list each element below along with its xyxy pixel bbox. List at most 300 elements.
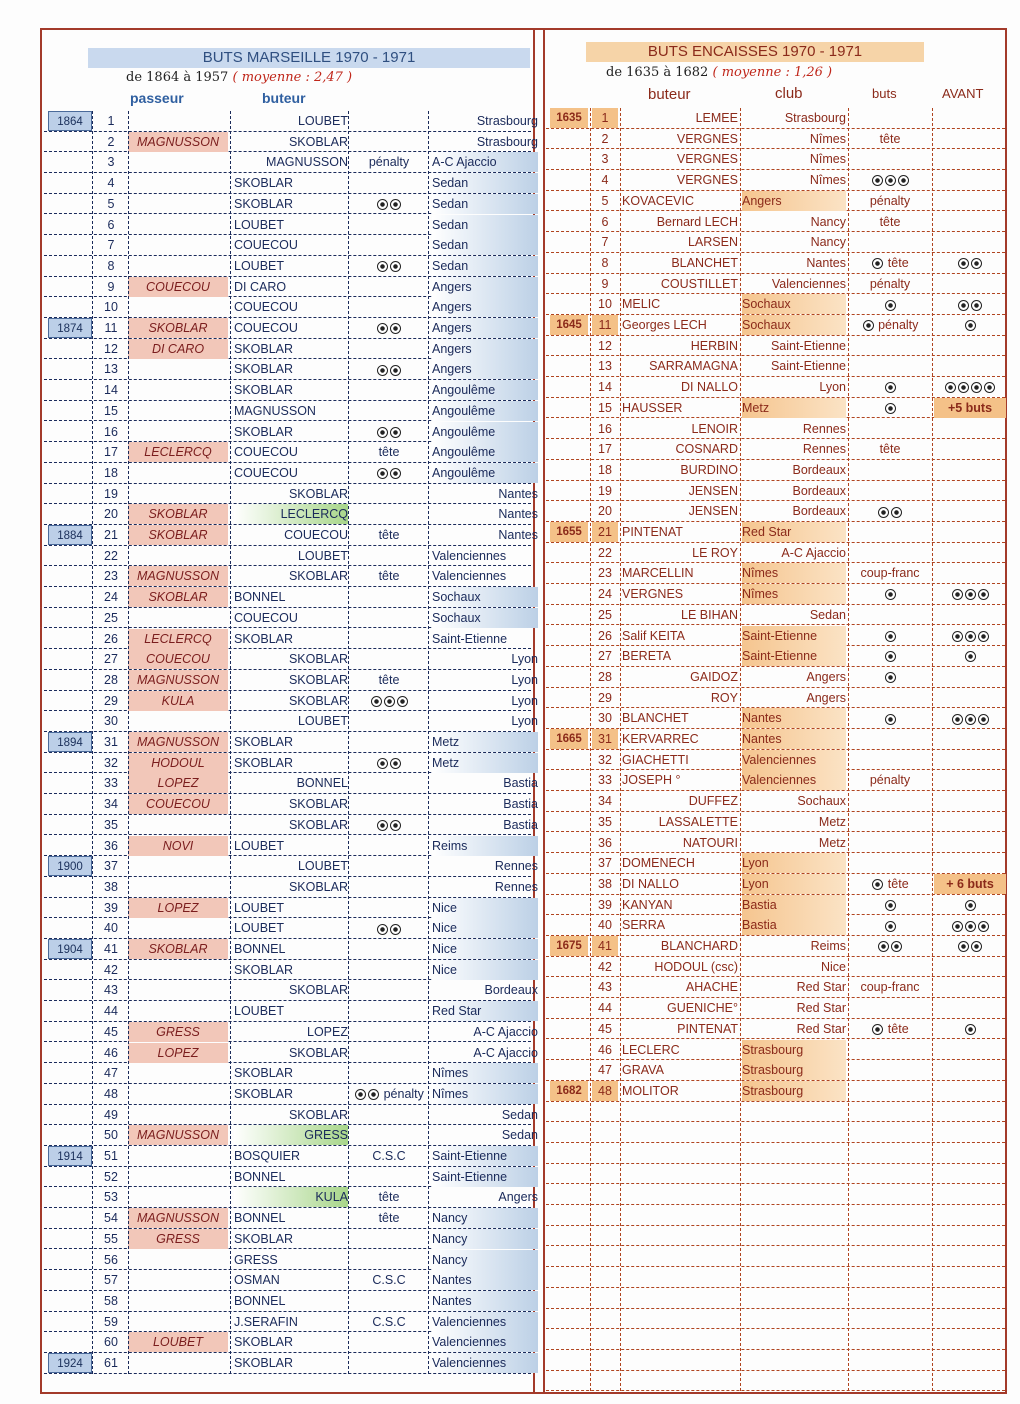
goal-type: tête bbox=[884, 876, 909, 891]
scorer-name: SKOBLAR bbox=[234, 1335, 294, 1350]
table-row bbox=[44, 711, 538, 732]
goal-note bbox=[850, 439, 930, 459]
table-row bbox=[44, 173, 531, 194]
scorer-club: Saint-Etienne bbox=[770, 338, 846, 353]
year-marker bbox=[48, 711, 92, 731]
opponent-club: Sochaux bbox=[432, 608, 538, 628]
scorer-club: Valenciennes bbox=[771, 276, 846, 291]
table-row bbox=[44, 1353, 531, 1374]
goal-number: 57 bbox=[104, 1273, 118, 1288]
avant-goals bbox=[934, 108, 1006, 128]
scorer-name: SKOBLAR bbox=[234, 341, 294, 356]
goal-number: 36 bbox=[598, 835, 612, 850]
year-marker bbox=[48, 297, 92, 317]
scorer-club bbox=[742, 1102, 846, 1122]
ball-group bbox=[376, 756, 402, 770]
table-row bbox=[546, 522, 1005, 543]
goal-number: 11 bbox=[592, 315, 618, 335]
scorer-club: Metz bbox=[818, 835, 846, 850]
goal-number: 23 bbox=[598, 566, 612, 581]
table-row bbox=[546, 957, 1005, 978]
opponent-club: Rennes bbox=[494, 879, 538, 894]
avant-text: + 6 buts bbox=[946, 876, 994, 891]
goal-number: 8 bbox=[601, 255, 609, 270]
scorer-club bbox=[742, 1226, 846, 1246]
goal-note bbox=[352, 1001, 426, 1021]
passer-name: MAGNUSSON bbox=[128, 732, 228, 752]
scorer-club: Valenciennes bbox=[742, 770, 846, 790]
scorer-club: Valenciennes bbox=[742, 750, 846, 770]
goal-note bbox=[850, 584, 930, 604]
football-icon bbox=[885, 714, 896, 725]
scorer-name: SKOBLAR bbox=[234, 755, 294, 770]
table-row bbox=[546, 1350, 1005, 1371]
goal-number: 1 bbox=[592, 108, 618, 128]
opponent-club: A-C Ajaccio bbox=[432, 152, 538, 172]
goal-number: 3 bbox=[601, 152, 609, 167]
table-row bbox=[546, 253, 1005, 274]
opponent-club: Nantes bbox=[498, 486, 538, 501]
passer-name bbox=[128, 194, 228, 214]
goal-number: 32 bbox=[598, 752, 612, 767]
goal-note bbox=[850, 1288, 930, 1308]
ball-group bbox=[884, 380, 897, 394]
scorer-name: BOSQUIER bbox=[234, 1149, 300, 1163]
goal-note bbox=[352, 1208, 426, 1228]
goal-note bbox=[352, 836, 426, 856]
year-marker bbox=[550, 274, 588, 294]
scorer-club: Nancy bbox=[810, 214, 846, 229]
goal-note bbox=[352, 318, 426, 338]
goal-note bbox=[352, 1353, 426, 1373]
table-row bbox=[44, 1001, 531, 1022]
goal-note bbox=[850, 791, 930, 811]
scorer-club: Angers bbox=[742, 191, 846, 211]
goal-note bbox=[850, 626, 930, 646]
ball-group bbox=[884, 918, 897, 932]
right-range bbox=[606, 65, 832, 80]
football-icon bbox=[958, 382, 969, 393]
goal-type: pénalty bbox=[869, 276, 911, 291]
passer-name: DI CARO bbox=[128, 339, 228, 359]
goal-note bbox=[352, 1167, 426, 1187]
opponent-club: Nice bbox=[432, 939, 538, 959]
table-row bbox=[546, 501, 1005, 522]
scorer-name: SKOBLAR bbox=[288, 486, 348, 501]
table-row bbox=[44, 235, 531, 256]
scorer-club: Nîmes bbox=[809, 131, 846, 146]
scorer-name: PINTENAT bbox=[677, 1021, 738, 1036]
goal-note bbox=[850, 1060, 930, 1080]
goal-note bbox=[850, 874, 930, 894]
table-row bbox=[44, 318, 531, 339]
avant-goals bbox=[934, 853, 1006, 873]
year-marker bbox=[550, 543, 588, 563]
scorer-name bbox=[622, 1288, 738, 1308]
table-row bbox=[546, 688, 1005, 709]
table-row bbox=[546, 977, 1005, 998]
opponent-club: Nantes bbox=[432, 1270, 538, 1290]
scorer-name: SKOBLAR bbox=[234, 176, 294, 191]
year-marker bbox=[48, 1105, 92, 1125]
scorer-club: Nantes bbox=[742, 729, 846, 749]
year-marker bbox=[48, 1229, 92, 1249]
goal-number: 22 bbox=[104, 548, 118, 563]
year-marker bbox=[48, 1167, 92, 1187]
passer-name: LOPEZ bbox=[128, 1043, 228, 1063]
year-marker bbox=[550, 460, 588, 480]
goal-note bbox=[352, 794, 426, 814]
table-row bbox=[44, 1105, 538, 1126]
ball-group bbox=[871, 173, 910, 187]
football-icon bbox=[885, 382, 896, 393]
football-icon bbox=[952, 589, 963, 600]
goal-note bbox=[352, 1146, 426, 1166]
year-marker bbox=[48, 380, 92, 400]
goal-number: 34 bbox=[104, 797, 118, 812]
football-icon bbox=[965, 320, 976, 331]
left-range-text: de 1864 à 1957 bbox=[126, 70, 229, 85]
scorer-club: Rennes bbox=[802, 442, 846, 457]
year-marker bbox=[550, 770, 588, 790]
scorer-club: Nîmes bbox=[742, 584, 846, 604]
table-row bbox=[44, 297, 531, 318]
goal-note bbox=[850, 1102, 930, 1122]
goal-number: 21 bbox=[104, 528, 118, 542]
scorer-name: COUECOU bbox=[284, 528, 348, 542]
year-marker: 1874 bbox=[48, 318, 92, 338]
scorer-name: KANYAN bbox=[622, 897, 673, 912]
avant-goals bbox=[934, 833, 1006, 853]
goal-number: 39 bbox=[598, 897, 612, 912]
goal-note bbox=[850, 336, 930, 356]
avant-goals bbox=[934, 356, 1006, 376]
scorer-name: COUECOU bbox=[234, 465, 298, 480]
scorer-name: SKOBLAR bbox=[234, 1086, 294, 1101]
goal-note bbox=[352, 753, 426, 773]
scorer-name: LECLERC bbox=[622, 1042, 680, 1057]
goal-note bbox=[352, 277, 426, 297]
opponent-club: Angers bbox=[432, 277, 538, 297]
year-marker bbox=[48, 463, 92, 483]
goal-note bbox=[850, 1019, 930, 1039]
goal-type: coup-franc bbox=[860, 980, 920, 995]
goal-number: 49 bbox=[104, 1107, 118, 1122]
goal-number: 58 bbox=[104, 1293, 118, 1308]
football-icon bbox=[984, 382, 995, 393]
goal-note bbox=[850, 1081, 930, 1101]
ball-group bbox=[964, 318, 977, 332]
table-row bbox=[546, 1247, 1005, 1268]
opponent-club: A-C Ajaccio bbox=[473, 1045, 538, 1060]
scorer-name: J.SERAFIN bbox=[234, 1314, 298, 1329]
avant-goals bbox=[934, 1081, 1006, 1101]
header-buteur-right: buteur bbox=[648, 86, 691, 103]
goal-number: 39 bbox=[104, 900, 118, 915]
scorer-name: LECLERCQ bbox=[234, 504, 348, 524]
year-marker bbox=[550, 232, 588, 252]
football-icon bbox=[390, 820, 401, 831]
goal-note bbox=[850, 688, 930, 708]
goal-note bbox=[850, 1226, 930, 1246]
goal-note bbox=[850, 315, 930, 335]
scorer-club: Red Star bbox=[796, 1001, 846, 1016]
table-row bbox=[44, 152, 531, 173]
table-row bbox=[546, 729, 1005, 750]
year-marker bbox=[550, 377, 588, 397]
avant-goals bbox=[934, 1019, 1006, 1039]
goal-number: 28 bbox=[598, 669, 612, 684]
table-row bbox=[546, 232, 1005, 253]
goal-note bbox=[850, 1184, 930, 1204]
year-marker: 1635 bbox=[550, 108, 588, 128]
table-row bbox=[546, 1102, 1005, 1123]
ball-group bbox=[957, 256, 983, 270]
goal-number: 41 bbox=[104, 942, 118, 956]
football-icon bbox=[377, 820, 388, 831]
goal-number bbox=[592, 1184, 618, 1204]
passer-name: MAGNUSSON bbox=[128, 1125, 228, 1145]
scorer-club bbox=[742, 1371, 846, 1391]
ball-group bbox=[862, 318, 875, 332]
football-icon bbox=[377, 758, 388, 769]
goal-number: 24 bbox=[104, 590, 118, 605]
passer-name: SKOBLAR bbox=[128, 504, 228, 524]
passer-name bbox=[128, 1167, 228, 1187]
goal-note bbox=[850, 1143, 930, 1163]
scorer-name: LOUBET bbox=[234, 1004, 285, 1019]
goal-note bbox=[352, 566, 426, 586]
table-row bbox=[546, 936, 1005, 957]
scorer-club: Strasbourg bbox=[742, 1040, 846, 1060]
table-row bbox=[546, 770, 1005, 791]
scorer-name: LOUBET bbox=[234, 258, 285, 273]
table-row bbox=[44, 256, 531, 277]
year-marker bbox=[48, 256, 92, 276]
table-row bbox=[44, 877, 538, 898]
goal-number: 4 bbox=[107, 176, 115, 191]
scorer-club: Sochaux bbox=[742, 294, 846, 314]
goal-note bbox=[850, 294, 930, 314]
opponent-club: Metz bbox=[432, 753, 538, 773]
goal-note bbox=[352, 1270, 426, 1290]
passer-name bbox=[128, 463, 228, 483]
year-marker bbox=[550, 1102, 588, 1122]
opponent-club: Sochaux bbox=[432, 587, 538, 607]
football-icon bbox=[965, 714, 976, 725]
goal-note bbox=[850, 108, 930, 128]
goal-note bbox=[352, 235, 426, 255]
scorer-name: LE ROY bbox=[692, 545, 738, 560]
table-row bbox=[44, 649, 538, 670]
avant-goals bbox=[934, 170, 1006, 190]
avant-goals bbox=[934, 605, 1006, 625]
table-row bbox=[44, 1208, 531, 1229]
goal-note bbox=[850, 977, 930, 997]
goal-number: 5 bbox=[601, 193, 609, 208]
scorer-name bbox=[622, 1184, 738, 1204]
passer-name bbox=[128, 1250, 228, 1270]
scorer-club: Nancy bbox=[810, 235, 846, 250]
table-row bbox=[546, 1184, 1005, 1205]
ball-group bbox=[376, 921, 402, 935]
table-row bbox=[546, 750, 1005, 771]
table-row bbox=[546, 1309, 1005, 1330]
year-marker bbox=[550, 1019, 588, 1039]
goal-number: 47 bbox=[104, 1066, 118, 1081]
goal-number: 48 bbox=[592, 1081, 618, 1101]
scorer-name: SKOBLAR bbox=[234, 362, 294, 377]
table-row bbox=[44, 194, 531, 215]
football-icon bbox=[952, 714, 963, 725]
goal-note bbox=[352, 1229, 426, 1249]
table-row bbox=[44, 1332, 531, 1353]
goal-number bbox=[592, 1247, 618, 1267]
goal-note bbox=[352, 256, 426, 276]
scorer-name: COUECOU bbox=[234, 321, 298, 335]
scorer-name: HODOUL (csc) bbox=[654, 959, 738, 974]
table-row bbox=[44, 773, 538, 794]
year-marker bbox=[550, 1267, 588, 1287]
year-marker bbox=[550, 667, 588, 687]
year-marker bbox=[550, 874, 588, 894]
scorer-name: BONNEL bbox=[234, 1169, 286, 1184]
football-icon bbox=[872, 175, 883, 186]
year-marker bbox=[550, 1040, 588, 1060]
ball-group bbox=[951, 918, 990, 932]
table-row bbox=[546, 895, 1005, 916]
opponent-club: Angoulême bbox=[432, 380, 538, 400]
table-row bbox=[44, 587, 531, 608]
year-marker bbox=[550, 294, 588, 314]
year-marker bbox=[550, 688, 588, 708]
goal-note bbox=[352, 297, 426, 317]
goal-type: tête bbox=[879, 214, 901, 229]
header-passeur: passeur bbox=[130, 90, 184, 106]
table-row bbox=[546, 1329, 1005, 1350]
table-row bbox=[44, 1167, 531, 1188]
goal-note bbox=[352, 359, 426, 379]
opponent-club: Nancy bbox=[432, 1208, 538, 1228]
ball-group bbox=[964, 649, 977, 663]
goal-note bbox=[850, 895, 930, 915]
goal-type: pénalty bbox=[869, 193, 911, 208]
goal-note bbox=[352, 939, 426, 959]
scorer-name: BONNEL bbox=[234, 1211, 286, 1226]
goal-note bbox=[850, 212, 930, 232]
table-row bbox=[44, 856, 538, 877]
avant-goals bbox=[934, 1267, 1006, 1287]
year-marker bbox=[48, 608, 92, 628]
goal-number: 45 bbox=[104, 1024, 118, 1039]
goal-note bbox=[352, 380, 426, 400]
football-icon bbox=[971, 941, 982, 952]
passer-name: COUECOU bbox=[128, 794, 228, 814]
scorer-club bbox=[742, 1350, 846, 1370]
avant-goals bbox=[934, 895, 1006, 915]
right-average: ( moyenne : 1,26 ) bbox=[712, 65, 833, 80]
year-marker bbox=[550, 1122, 588, 1142]
goal-number bbox=[592, 1350, 618, 1370]
scorer-name: LOUBET bbox=[234, 921, 285, 936]
scorer-name bbox=[622, 1329, 738, 1349]
year-marker bbox=[48, 1022, 92, 1042]
year-marker bbox=[550, 646, 588, 666]
scorer-name: COSNARD bbox=[675, 442, 738, 457]
ball-group bbox=[944, 380, 996, 394]
passer-name bbox=[128, 1105, 228, 1125]
goal-note bbox=[352, 856, 426, 876]
opponent-club: Valenciennes bbox=[432, 1312, 538, 1332]
passer-name: SKOBLAR bbox=[128, 587, 228, 607]
year-marker bbox=[550, 791, 588, 811]
scorer-name: BONNEL bbox=[234, 1293, 286, 1308]
avant-goals bbox=[934, 501, 1006, 521]
passer-name bbox=[128, 1084, 228, 1104]
goal-note bbox=[850, 170, 930, 190]
goal-number: 29 bbox=[598, 690, 612, 705]
goal-type: pénalty bbox=[869, 773, 911, 788]
table-row bbox=[546, 398, 1005, 419]
goal-number: 15 bbox=[598, 400, 612, 415]
avant-goals bbox=[934, 977, 1006, 997]
goal-type: tête bbox=[879, 131, 901, 146]
scorer-name: SKOBLAR bbox=[288, 983, 348, 998]
football-icon bbox=[390, 468, 401, 479]
year-marker: 1655 bbox=[550, 522, 588, 542]
football-icon bbox=[863, 320, 874, 331]
ball-group bbox=[376, 321, 402, 335]
football-icon bbox=[390, 261, 401, 272]
goal-note bbox=[352, 1187, 426, 1207]
scorer-club: Nantes bbox=[742, 708, 846, 728]
avant-goals bbox=[934, 129, 1006, 149]
year-marker bbox=[48, 670, 92, 690]
goal-number: 20 bbox=[598, 504, 612, 519]
opponent-club: Saint-Etienne bbox=[432, 631, 508, 646]
scorer-name: SKOBLAR bbox=[288, 817, 348, 832]
opponent-club: Lyon bbox=[511, 693, 538, 708]
goal-number: 29 bbox=[104, 693, 118, 708]
ball-group bbox=[884, 670, 897, 684]
ball-group bbox=[871, 256, 884, 270]
opponent-club: Valenciennes bbox=[432, 1353, 538, 1373]
scorer-club bbox=[742, 1309, 846, 1329]
table-row bbox=[546, 833, 1005, 854]
opponent-club: Sedan bbox=[501, 1107, 538, 1122]
goal-number: 42 bbox=[598, 959, 612, 974]
scorer-name: DOMENECH bbox=[622, 856, 695, 871]
goal-number bbox=[592, 1226, 618, 1246]
passer-name: SKOBLAR bbox=[128, 318, 228, 338]
goal-note bbox=[850, 1309, 930, 1329]
football-icon bbox=[377, 427, 388, 438]
scorer-name: SKOBLAR bbox=[234, 424, 294, 439]
scorer-name: VERGNES bbox=[676, 152, 738, 167]
opponent-club: Bordeaux bbox=[484, 983, 538, 998]
year-marker bbox=[550, 977, 588, 997]
scorer-club: Metz bbox=[818, 814, 846, 829]
opponent-club: Lyon bbox=[511, 714, 538, 729]
table-row bbox=[546, 667, 1005, 688]
goal-number: 36 bbox=[104, 838, 118, 853]
goal-type: C.S.C bbox=[372, 1273, 406, 1288]
goal-note bbox=[850, 149, 930, 169]
year-marker bbox=[48, 1043, 92, 1063]
football-icon bbox=[885, 589, 896, 600]
ball-group bbox=[354, 1087, 380, 1101]
scorer-name: BLANCHET bbox=[622, 711, 689, 726]
